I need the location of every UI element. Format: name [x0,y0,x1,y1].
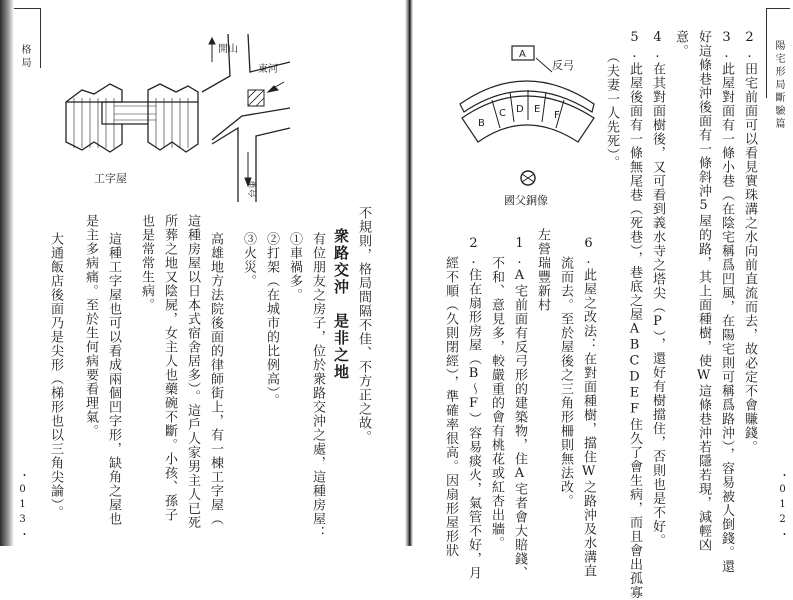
right-paragraph-6: （夫妻一人先死）。 [604,50,619,170]
left-paragraph-5: ③火災。 [241,232,256,288]
left-header-rule [40,8,41,68]
right-paragraph-3: 意。 [673,30,688,58]
fan-label-c: C [499,108,506,119]
left-header-rule-top [14,8,40,9]
road-label-taidong: 台東 [249,179,259,198]
left-header-label: 格局 [19,44,30,70]
left-paragraph-12: 大通飯店後面乃是尖形（梯形也以三角尖論）。 [48,232,63,520]
fan-label-b: B [478,118,485,129]
fan-label-d: D [516,104,524,115]
road-lines [202,34,290,202]
right-paragraph-8: 流而去。至於屋後之三角形柵則無法改。 [558,256,573,508]
right-paragraph-12: 2.住在扇形房屋（B～F）容易痰火，氣管不好，月 [466,236,481,580]
right-page-number: ・012・ [777,470,788,543]
section-heading: 衆路交沖 是非之地 [332,228,350,381]
intersection-diagram [52,32,292,202]
right-paragraph-2: 好這條巷沖後面有一條斜沖5屋的路，其上面種樹，使W這條巷沖若隱若現，減輕凶 [696,30,711,552]
road-label-donghe: 東河 [258,64,278,75]
right-header-label: 陽宅形局斷驗篇 [773,40,784,131]
left-paragraph-8: 所葬之地又陰屍，女主人也藥碗不斷。小孩、孫子 [162,214,177,522]
fan-label-f: F [554,110,560,121]
book-spine [405,0,413,546]
statue-label: 國父銅像 [504,194,548,207]
arc-label: 反弓 [552,59,574,72]
building-a-label: A [519,49,526,60]
road-label-kaishan: 開山 [218,44,238,55]
right-paragraph-1: 3.此屋對面有一條小巷（在陰宅稱爲凹風，在陽宅則可稱爲路沖），容易被人倒錢。還 [719,30,734,574]
fan-label-e: E [534,104,541,115]
building-label: 工字屋 [94,172,127,185]
left-paragraph-9: 也是常常生病。 [139,214,154,312]
right-paragraph-4: 4.在其對面樹後，又可看到義水寺之塔尖（P），還好有樹擋住，否則也是不好。 [650,30,665,548]
left-paragraph-4: ②打架（在城市的比例高）。 [264,232,279,408]
left-paragraph-0: 不規則，格局間隔不佳、不方正之故。 [356,206,371,444]
left-paragraph-2: 有位朋友之房子，位於衆路交沖之處，這種房屋： [310,232,325,540]
right-paragraph-9: 左營瑞豐新村 [535,228,550,312]
left-paragraph-7: 這種房屋以日本式宿舍居多）。這戶人家男主人已死 [185,214,200,530]
arrow-icon [209,38,284,186]
left-paragraph-6: 高雄地方法院後面的律師街上，有一棟工字屋（ [208,232,223,526]
left-paragraph-11: 是主多病痛。至於生何病要看理氣。 [83,214,98,438]
left-page-number: ・013・ [17,470,28,543]
fan-building-diagram [448,38,598,213]
i-shaped-house [66,84,198,152]
right-header-rule-top [766,8,790,9]
statue-icon [521,171,535,185]
arc-pointer-line [536,58,552,72]
left-page-edge-shadow [0,0,14,546]
right-paragraph-0: 2.田宅前面可以看見實珠溝之水向前直流而去，故必定不會賺錢。 [742,30,757,454]
right-paragraph-7: 6.此屋之改法：在對面種樹，擋住W之路沖及水溝直 [581,236,596,578]
right-header-rule [766,8,767,98]
right-paragraph-5: 5.此屋後面有一條無尾巷（死巷），巷底之屋ABCDEF住久了會生病，而且會出孤寡 [627,30,642,600]
right-paragraph-11: 不和、意見多，較嚴重的會有桃花或紅杏出牆。 [489,256,504,550]
right-paragraph-10: 1.A宅前面有反弓形的建築物，住A宅者會大賠錢、 [512,236,527,580]
right-paragraph-13: 經不順（久則閉經），準確率很高。因扇形屋形狀 [443,256,458,558]
left-paragraph-3: ①車禍多。 [287,232,302,302]
left-paragraph-10: 這種工字屋也可以看成兩個凹字形，缺角之屋也 [106,232,121,526]
